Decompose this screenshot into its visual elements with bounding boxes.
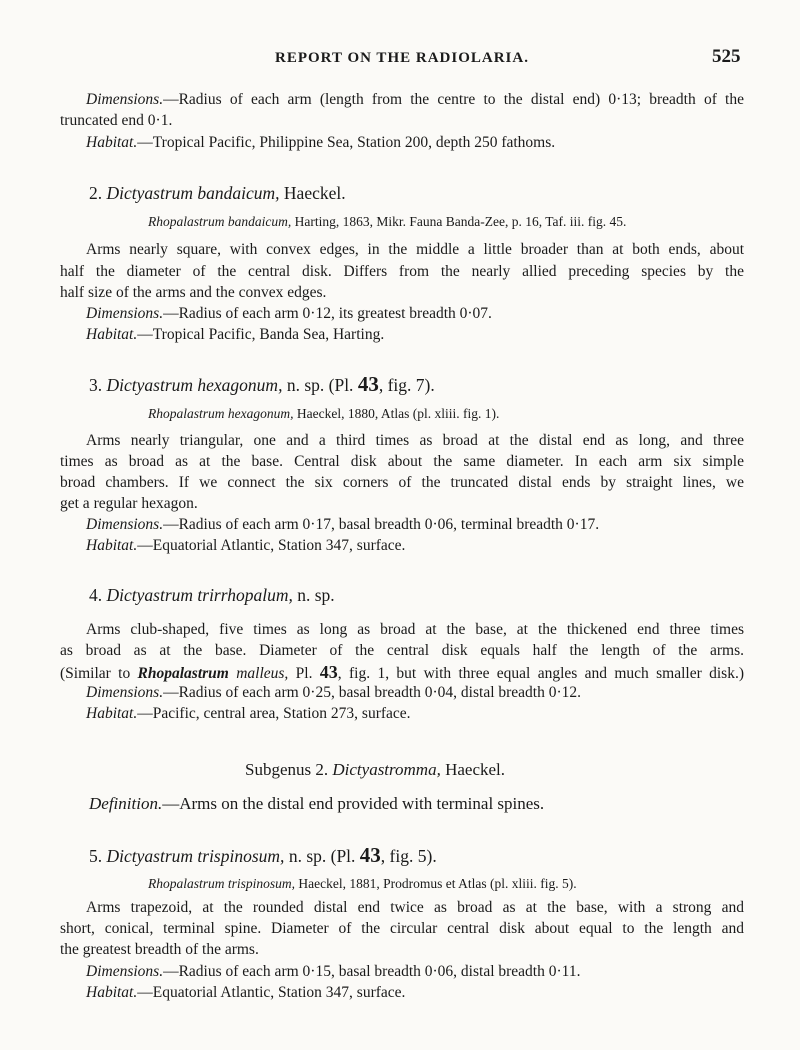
species-3-habitat: Habitat.—Equatorial Atlantic, Station 347, surface. [86,537,406,554]
species-5-dimensions: Dimensions.—Radius of each arm 0·15, basal breadth 0·06, distal breadth 0·11. [86,963,581,980]
species-2-habitat: Habitat.—Tropical Pacific, Banda Sea, Harting. [86,326,385,343]
prev-dimensions-line-1: Dimensions.—Radius of each arm (length from the centre to the distal end) 0·13; breadth of the [86,91,744,108]
species-4-heading: 4. Dictyastrum trirrhopalum, n. sp. [89,585,335,605]
species-5-desc-3: the greatest breadth of the arms. [60,941,259,958]
species-2-heading: 2. Dictyastrum bandaicum, Haeckel. [89,183,346,203]
species-2-dimensions: Dimensions.—Radius of each arm 0·12, its greatest breadth 0·07. [86,305,492,322]
species-4-habitat: Habitat.—Pacific, central area, Station 273, surface. [86,705,411,722]
species-2-desc-3: half size of the arms and the convex edges. [60,284,327,301]
running-title: REPORT ON THE RADIOLARIA. [275,50,529,66]
prev-dimensions-line-2: truncated end 0·1. [60,112,173,129]
species-4-desc-3: (Similar to Rhopalastrum malleus, Pl. 43, fig. 1, but with three equal angles and much smaller disk.) [60,662,744,682]
species-5-heading: 5. Dictyastrum trispinosum, n. sp. (Pl. 43, fig. 5). [89,843,437,867]
species-3-desc-3: broad chambers. If we connect the six corners of the truncated distal ends by straight lines, we [60,474,744,491]
species-4-dimensions: Dimensions.—Radius of each arm 0·25, basal breadth 0·04, distal breadth 0·12. [86,684,582,701]
species-4-desc-1: Arms club-shaped, five times as long as broad at the base, at the thickened end three times [86,621,744,638]
species-3-synonym: Rhopalastrum hexagonum, Haeckel, 1880, Atlas (pl. xliii. fig. 1). [148,406,500,421]
species-5-desc-2: short, conical, terminal spine. Diameter of the circular central disk about equal to the length and [60,920,744,937]
subgenus-heading: Subgenus 2. Dictyastromma, Haeckel. [245,760,506,779]
species-2-synonym: Rhopalastrum bandaicum, Harting, 1863, Mikr. Fauna Banda-Zee, p. 16, Taf. iii. fig. 45. [148,214,627,229]
running-header [0,46,800,70]
species-5-desc-1: Arms trapezoid, at the rounded distal end twice as broad as at the base, with a strong and [86,899,744,916]
species-3-desc-2: times as broad as at the base. Central disk about the same diameter. In each arm six simple [60,453,744,470]
species-3-desc-4: get a regular hexagon. [60,495,198,512]
species-2-desc-1: Arms nearly square, with convex edges, in the middle a little broader than at both ends, about [86,241,744,258]
species-5-synonym: Rhopalastrum trispinosum, Haeckel, 1881, Prodromus et Atlas (pl. xliii. fig. 5). [148,876,577,891]
prev-habitat: Habitat.—Tropical Pacific, Philippine Sea, Station 200, depth 250 fathoms. [86,134,556,151]
subgenus-definition: Definition.—Arms on the distal end provided with terminal spines. [89,794,545,813]
species-2-desc-2: half the diameter of the central disk. Differs from the nearly allied preceding species by the [60,263,744,280]
species-4-desc-2: as broad as at the base. Diameter of the central disk equals half the length of the arms. [60,642,744,659]
species-5-habitat: Habitat.—Equatorial Atlantic, Station 347, surface. [86,984,406,1001]
page-number: 525 [712,46,741,67]
species-3-heading: 3. Dictyastrum hexagonum, n. sp. (Pl. 43, fig. 7). [89,372,435,396]
species-3-dimensions: Dimensions.—Radius of each arm 0·17, basal breadth 0·06, terminal breadth 0·17. [86,516,600,533]
species-3-desc-1: Arms nearly triangular, one and a third times as broad at the distal end as long, and three [86,432,744,449]
